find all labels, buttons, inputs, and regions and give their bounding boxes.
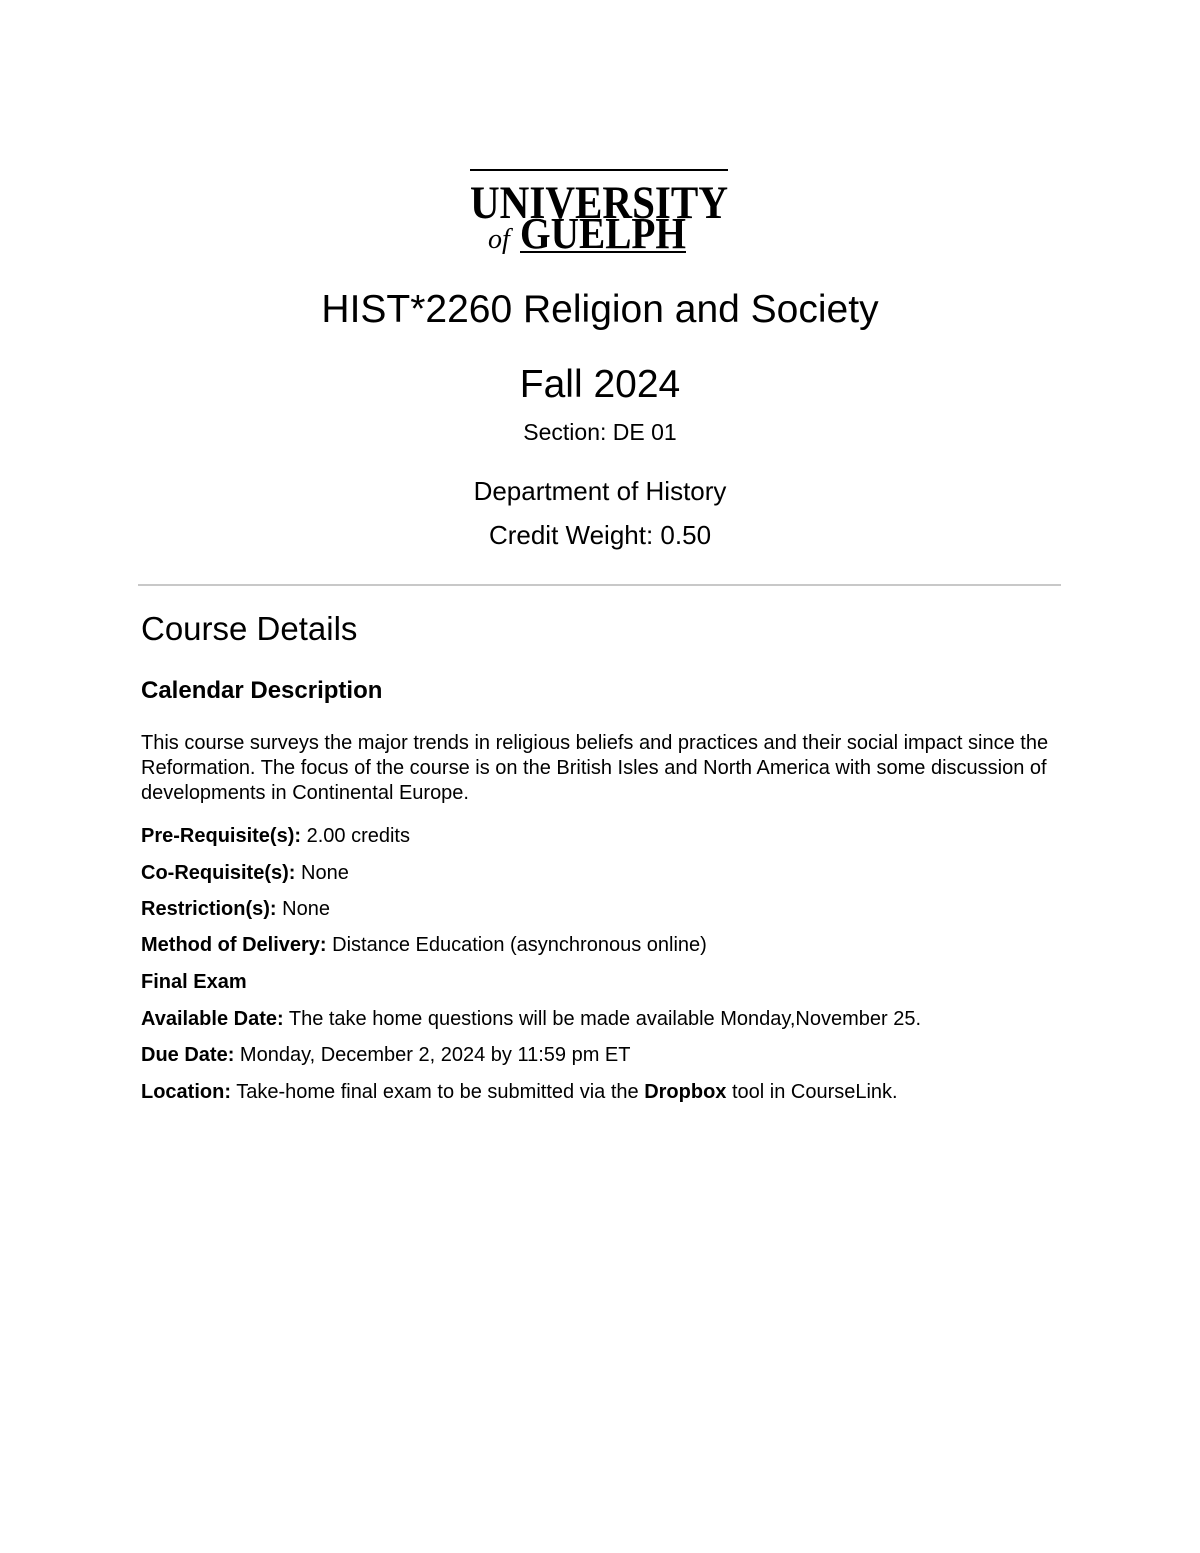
calendar-description-text: This course surveys the major trends in religious beliefs and practices and their social impact since the Reformation. The focus of the course is on the British Isles and North America with some discussion of developments in Continental Europe. (141, 732, 1049, 804)
restrictions-value: None (276, 898, 330, 920)
location-value-end: tool in CourseLink. (726, 1081, 898, 1103)
location-label: Location: (141, 1081, 231, 1103)
prerequisites-row (141, 823, 1061, 849)
prerequisites-value: 2.00 credits (301, 825, 410, 847)
logo-line1: UNIVERSITY (470, 177, 729, 229)
calendar-description-heading: Calendar Description (141, 677, 383, 704)
delivery-method-label: Method of Delivery: (141, 934, 327, 956)
available-date-value: The take home questions will be made available Monday,November 25. (283, 1008, 922, 1030)
available-date-row (141, 1006, 1061, 1032)
university-logo (468, 166, 732, 262)
course-details-heading: Course Details (141, 610, 358, 647)
delivery-method-value: Distance Education (asynchronous online) (326, 934, 707, 956)
location-value-start: Take-home final exam to be submitted via the (231, 1081, 645, 1103)
location-dropbox: Dropbox (644, 1081, 727, 1103)
course-title: HIST*2260 Religion and Society (321, 288, 879, 331)
corequisites-label: Co-Requisite(s): (141, 862, 296, 884)
course-section: Section: DE 01 (523, 419, 677, 445)
restrictions-row (141, 896, 1061, 922)
due-date-value: Monday, December 2, 2024 by 11:59 pm ET (234, 1044, 631, 1066)
location-row (141, 1079, 1061, 1105)
corequisites-row (141, 860, 1061, 886)
credit-weight: Credit Weight: 0.50 (488, 520, 712, 550)
due-date-label: Due Date: (141, 1044, 235, 1066)
course-term: Fall 2024 (519, 363, 681, 406)
logo-of: of (488, 224, 510, 255)
section-divider (138, 584, 1061, 586)
logo-line2: GUELPH (520, 209, 686, 258)
corequisites-value: None (295, 862, 349, 884)
due-date-row (141, 1042, 1061, 1068)
restrictions-label: Restriction(s): (141, 898, 277, 920)
course-department: Department of History (473, 476, 727, 506)
final-exam-heading: Final Exam (141, 971, 247, 993)
prerequisites-label: Pre-Requisite(s): (141, 825, 302, 847)
available-date-label: Available Date: (141, 1008, 284, 1030)
university-logo-image (468, 166, 732, 262)
delivery-method-row (141, 932, 1061, 958)
